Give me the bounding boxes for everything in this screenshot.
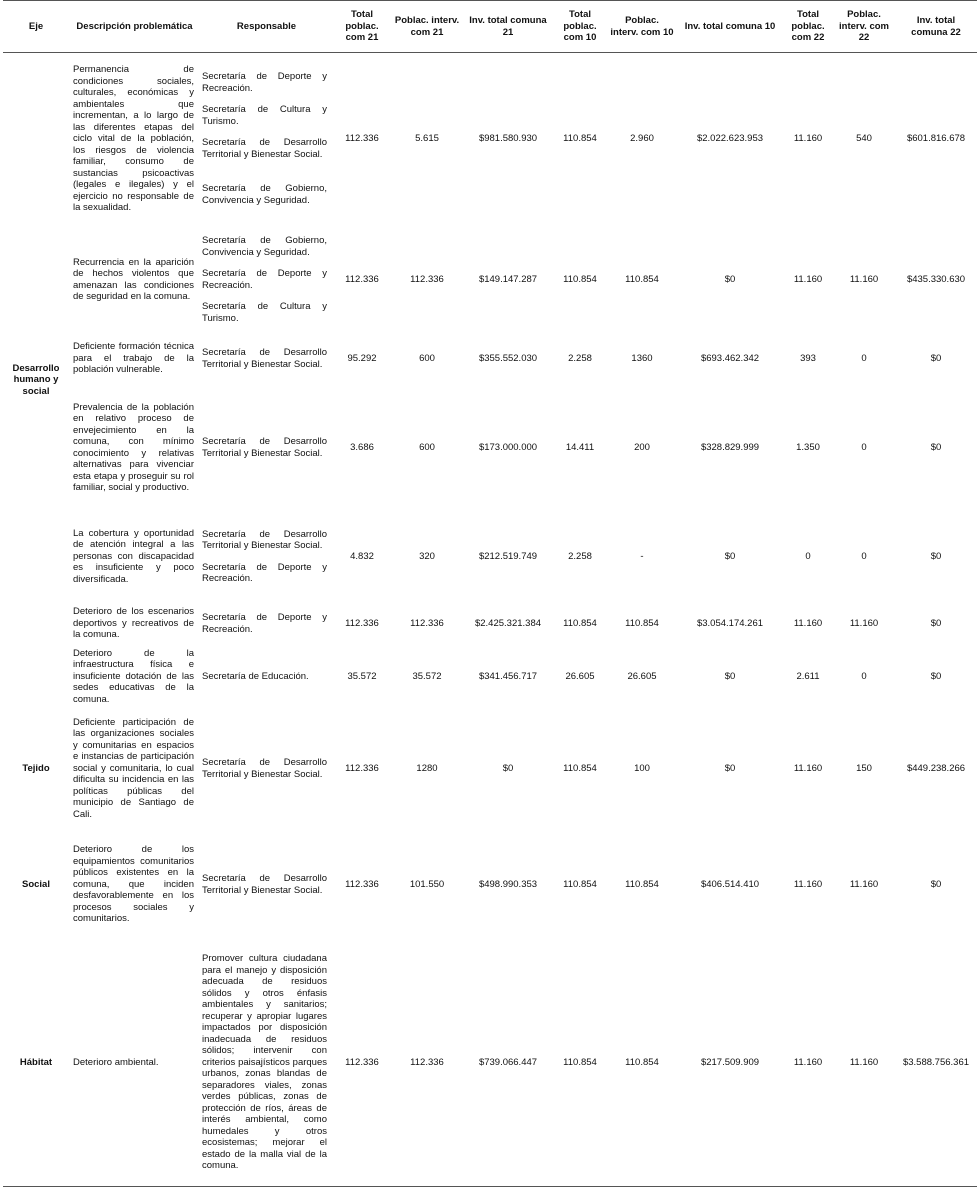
- header-responsable: Responsable: [200, 1, 333, 53]
- header-int10: Poblac. interv. com 10: [607, 1, 677, 53]
- pob22-cell: 11.160: [793, 878, 823, 890]
- inv21-cell: $0: [502, 762, 514, 774]
- int21-cell: 112.336: [391, 939, 463, 1187]
- pob21-cell: 95.292: [347, 352, 377, 364]
- int21-cell: 5.615: [415, 133, 439, 144]
- int22-cell: 0: [861, 550, 867, 562]
- int22-cell: 11.160: [833, 939, 895, 1187]
- inv22-cell: $601.816.678: [906, 133, 966, 144]
- description-cell: Prevalencia de la población en relativo proceso de envejecimiento en la comuna, con mínimo conocimiento y relativas alternativas para vivenciar esta etapa y proseguir su rol familiar, social y productivo.: [73, 401, 194, 493]
- responsible-cell: [200, 335, 333, 383]
- responsible-line: Secretaría de Educación.: [202, 670, 309, 682]
- pob21-cell: 35.572: [347, 670, 377, 682]
- description-cell: Deterioro de los equipamientos comunitarios públicos existentes en la comuna, que inciden desfavorablemente en los procesos sociales y comunitarios.: [73, 844, 194, 925]
- header-int22: Poblac. interv. com 22: [833, 1, 895, 53]
- description-cell: Deterioro ambiental.: [69, 939, 200, 1187]
- pob21-cell: 112.336: [345, 133, 379, 144]
- int10-cell: 110.854: [625, 878, 659, 890]
- eje-label: Desarrollo humano y social: [12, 362, 60, 397]
- description-cell: Recurrencia en la aparición de hechos violentos que amenazan las condiciones de seguridad en la comuna.: [73, 256, 194, 302]
- responsible-cell: [200, 831, 333, 939]
- inv22-cell: $0: [930, 550, 942, 562]
- header-int21: Poblac. interv. com 21: [391, 1, 463, 53]
- header-inv10: Inv. total comuna 10: [677, 1, 783, 53]
- table-row: [3, 53, 977, 225]
- inv21-cell: $739.066.447: [463, 939, 553, 1187]
- responsible-cell: [200, 647, 333, 707]
- pob22-cell: 11.160: [783, 939, 833, 1187]
- pob10-cell: 110.854: [563, 878, 597, 890]
- responsible-line: Secretaría de Gobierno, Convivencia y Seguridad.: [202, 183, 327, 206]
- responsible-cell: [200, 383, 333, 513]
- responsible-line: Secretaría de Deporte y Recreación.: [202, 71, 327, 94]
- pob10-cell: 14.411: [565, 441, 595, 453]
- pob21-cell: 3.686: [350, 441, 374, 453]
- eje-habitat: Hábitat: [3, 939, 69, 1187]
- responsible-line: Secretaría de Gobierno, Convivencia y Seguridad.: [202, 235, 327, 258]
- pob10-cell: 26.605: [565, 670, 595, 682]
- int21-cell: 600: [419, 352, 435, 364]
- responsible-line: Secretaría de Desarrollo Territorial y Bienestar Social.: [202, 528, 327, 551]
- pob22-cell: 1.350: [796, 441, 820, 453]
- int22-cell: 540: [856, 133, 872, 144]
- int10-cell: 2.960: [630, 133, 654, 144]
- inv10-cell: $406.514.410: [700, 878, 760, 890]
- inv10-cell: $3.054.174.261: [696, 617, 764, 629]
- int10-cell: 110.854: [607, 939, 677, 1187]
- inv21-cell: $149.147.287: [478, 273, 538, 285]
- table-row: [3, 601, 977, 647]
- pob22-cell: 11.160: [793, 617, 823, 629]
- int10-cell: 1360: [631, 352, 653, 364]
- pob21-cell: 112.336: [333, 939, 391, 1187]
- int10-cell: -: [640, 550, 644, 562]
- inv10-cell: $217.509.909: [677, 939, 783, 1187]
- pob21-cell: 112.336: [345, 273, 379, 285]
- pob21-cell: 112.336: [345, 617, 379, 629]
- int22-cell: 0: [861, 352, 867, 364]
- responsible-line: Secretaría de Desarrollo Territorial y Bienestar Social.: [202, 757, 327, 780]
- responsible-line: Secretaría de Deporte y Recreación.: [202, 612, 327, 635]
- pob21-cell: 112.336: [345, 878, 379, 890]
- int10-cell: 110.854: [625, 273, 659, 285]
- inv22-cell: $0: [930, 441, 942, 453]
- inv10-cell: $0: [724, 273, 736, 285]
- responsible-line: Secretaría de Cultura y Turismo.: [202, 104, 327, 127]
- pob22-cell: 2.611: [796, 670, 820, 682]
- int21-cell: 600: [419, 441, 435, 453]
- inv21-cell: $341.456.717: [478, 670, 538, 682]
- pob10-cell: 110.854: [563, 133, 597, 144]
- inv21-cell: $981.580.930: [478, 133, 538, 144]
- int21-cell: 112.336: [410, 617, 444, 629]
- responsible-line: Secretaría de Desarrollo Territorial y Bienestar Social.: [202, 137, 327, 160]
- responsible-cell: [200, 53, 333, 225]
- int10-cell: 200: [634, 441, 650, 453]
- pob10-cell: 110.854: [563, 273, 597, 285]
- table-row: [3, 383, 977, 513]
- int21-cell: 1280: [416, 762, 438, 774]
- int22-cell: 0: [861, 670, 867, 682]
- responsible-line: Secretaría de Desarrollo Territorial y Bienestar Social.: [202, 873, 327, 896]
- table-row: [3, 513, 977, 601]
- responsible-line: Secretaría de Desarrollo Territorial y Bienestar Social.: [202, 347, 327, 370]
- pob22-cell: 0: [805, 550, 811, 562]
- pob10-cell: 110.854: [563, 617, 597, 629]
- inv22-cell: $3.588.756.361: [895, 939, 977, 1187]
- int22-cell: 11.160: [849, 617, 879, 629]
- pob10-cell: 2.258: [568, 550, 592, 562]
- inv21-cell: $173.000.000: [478, 441, 538, 453]
- inv21-cell: $2.425.321.384: [474, 617, 542, 629]
- inv22-cell: $0: [930, 617, 942, 629]
- header-inv22: Inv. total comuna 22: [895, 1, 977, 53]
- header-descripcion: Descripción problemática: [69, 1, 200, 53]
- int22-cell: 150: [856, 762, 872, 774]
- int10-cell: 110.854: [625, 617, 659, 629]
- responsible-cell: [200, 601, 333, 647]
- int22-cell: 11.160: [849, 273, 879, 285]
- responsible-cell: [200, 513, 333, 601]
- eje-social: Social: [22, 878, 50, 890]
- responsible-line: Secretaría de Deporte y Recreación.: [202, 268, 327, 291]
- header-pob22: Total poblac. com 22: [783, 1, 833, 53]
- inv21-cell: $355.552.030: [478, 352, 538, 364]
- description-cell: Deterioro de los escenarios deportivos y recreativos de la comuna.: [73, 606, 194, 641]
- table-row: [3, 647, 977, 707]
- table-row: [3, 707, 977, 831]
- pob22-cell: 393: [800, 352, 816, 364]
- inv10-cell: $693.462.342: [700, 352, 760, 364]
- responsible-line: Secretaría de Deporte y Recreación.: [202, 561, 327, 584]
- inv22-cell: $0: [930, 352, 942, 364]
- int21-cell: 112.336: [410, 273, 444, 285]
- pob10-cell: 110.854: [563, 762, 597, 774]
- inv10-cell: $0: [724, 762, 736, 774]
- pob21-cell: 112.336: [345, 762, 379, 774]
- responsible-cell: [200, 225, 333, 335]
- pob10-cell: 110.854: [553, 939, 607, 1187]
- investment-table: [3, 0, 977, 1187]
- int10-cell: 26.605: [627, 670, 657, 682]
- description-cell: Deficiente formación técnica para el trabajo de la población vulnerable.: [73, 341, 194, 376]
- inv22-cell: $435.330.630: [906, 273, 966, 285]
- inv21-cell: $498.990.353: [478, 878, 538, 890]
- responsible-cell: [200, 939, 333, 1187]
- int22-cell: 11.160: [849, 878, 879, 890]
- int21-cell: 101.550: [409, 878, 445, 890]
- inv10-cell: $2.022.623.953: [696, 133, 764, 144]
- description-cell: Deficiente participación de las organizaciones sociales y comunitarias en espacios e instancias de participación social y comunitaria, lo cual dificulta su incidencia en las políticas públicas del municipio de Santiago de Cali.: [73, 716, 194, 820]
- header-pob21: Total poblac. com 21: [333, 1, 391, 53]
- int21-cell: 320: [419, 550, 435, 562]
- header-pob10: Total poblac. com 10: [553, 1, 607, 53]
- table-header-row: [3, 1, 977, 53]
- int21-cell: 35.572: [412, 670, 442, 682]
- inv22-cell: $449.238.266: [906, 762, 966, 774]
- responsible-cell: [200, 707, 333, 831]
- description-cell: Deterioro de la infraestructura física e insuficiente dotación de las sedes educativas de la comuna.: [73, 647, 194, 705]
- eje-desarrollo: [3, 53, 69, 707]
- table-row: [3, 831, 977, 939]
- int10-cell: 100: [634, 762, 650, 774]
- table-row: [3, 225, 977, 335]
- pob22-cell: 11.160: [793, 762, 823, 774]
- inv10-cell: $0: [724, 550, 736, 562]
- description-cell: Permanencia de condiciones sociales, culturales, económicas y ambientales que incrementan, a lo largo de las diferentes etapas del ciclo vital de la población, los riesgos de violencia familiar, consumo de sustancias psicoactivas (legales e ilegales) y el ejercicio no responsable de la sexualidad.: [73, 64, 194, 213]
- inv22-cell: $0: [930, 670, 942, 682]
- responsible-line: Secretaría de Desarrollo Territorial y Bienestar Social.: [202, 436, 327, 459]
- inv21-cell: $212.519.749: [478, 550, 538, 562]
- responsible-line: Promover cultura ciudadana para el manejo y disposición adecuada de residuos sólidos y otros énfasis ambientales y sanitarios; recuperar y apropiar lugares impactados por disposición inadecuada de residuos sólidos; intervenir con criterios paisajísticos parques urbanos, zonas blandas de separadores viales, zonas verdes públicas, zonas de protección de ríos, áreas de interés ambiental, como humedales y otros ecosistemas; mejorar el estado de la malla vial de la comuna.: [202, 953, 327, 1171]
- table-row: [3, 335, 977, 383]
- pob22-cell: 11.160: [793, 133, 823, 144]
- header-inv21: Inv. total comuna 21: [463, 1, 553, 53]
- eje-tejido: Tejido: [22, 762, 50, 774]
- responsible-line: Secretaría de Cultura y Turismo.: [202, 301, 327, 324]
- pob21-cell: 4.832: [350, 550, 374, 562]
- description-cell: La cobertura y oportunidad de atención integral a las personas con discapacidad es insuficiente y poco diversificada.: [73, 527, 194, 585]
- header-eje: Eje: [3, 1, 69, 53]
- inv10-cell: $0: [724, 670, 736, 682]
- int22-cell: 0: [861, 441, 867, 453]
- table-row: [3, 939, 977, 1187]
- inv10-cell: $328.829.999: [700, 441, 760, 453]
- pob10-cell: 2.258: [568, 352, 592, 364]
- pob22-cell: 11.160: [793, 273, 823, 285]
- inv22-cell: $0: [930, 878, 942, 890]
